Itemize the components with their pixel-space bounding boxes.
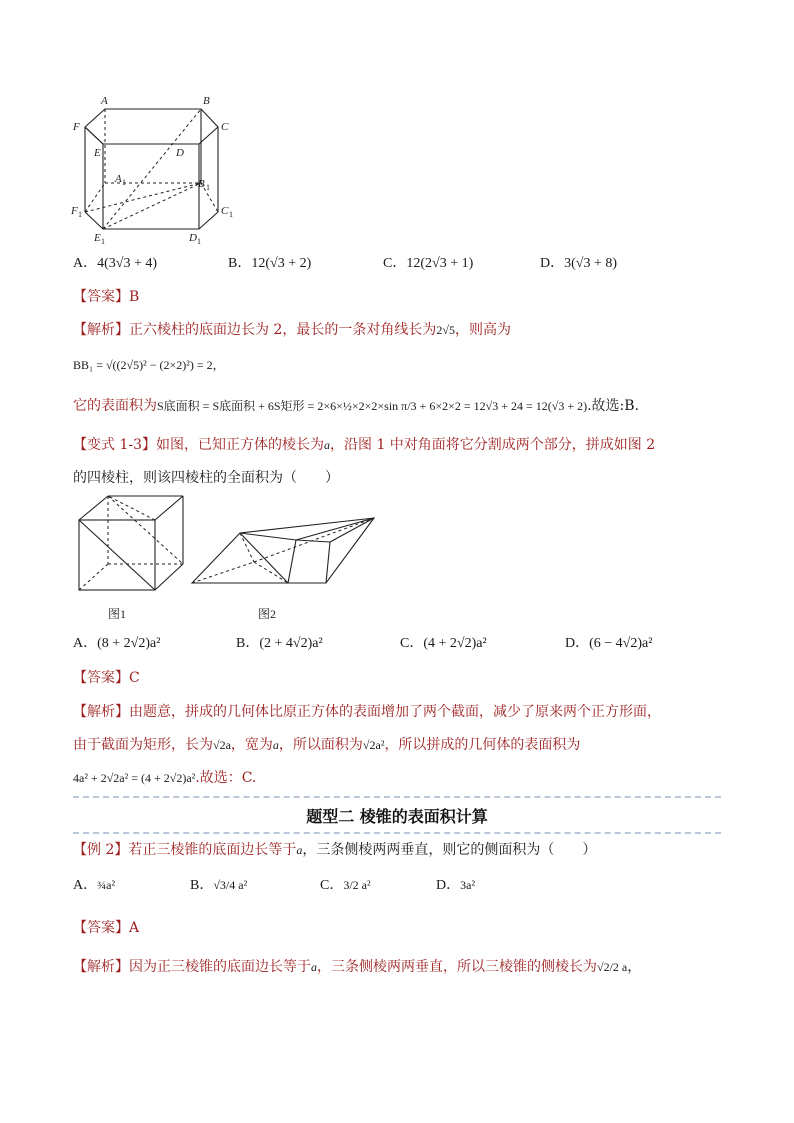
final-expr: 4a² + 2√2a² = (4 + 2√2)a² xyxy=(73,771,196,785)
section-title: 题型二 棱锥的表面积计算 xyxy=(306,807,488,826)
surface-suffix: .故选:B. xyxy=(587,398,640,414)
q1-option-a[interactable] xyxy=(73,254,157,274)
analysis-label: 【解析】 xyxy=(73,322,129,338)
hexagonal-prism-figure xyxy=(68,92,248,247)
variant-label: 【变式 1-3】 xyxy=(73,437,156,453)
option-letter: D． xyxy=(436,878,461,893)
var-a: a xyxy=(296,843,303,857)
section-divider-bottom xyxy=(73,832,721,834)
option-expr: ¾a² xyxy=(97,878,116,892)
option-expr: (6 − 4√2)a² xyxy=(589,636,653,651)
label-F1: F xyxy=(71,205,78,217)
label-A1: A xyxy=(115,173,122,185)
analysis-text: ，宽为 xyxy=(230,737,273,753)
analysis-text: ，所以拼成的几何体的表面积为 xyxy=(384,737,581,753)
surface-expr: S底面积 = S底面积 + 6S矩形 = 2×6×½×2×2×sin π/3 + 6×2×2 = 12√3 + 24 = 12(√3 + 2) xyxy=(157,399,588,413)
q1-height-equation: BB₁ = √((2√5)² − (2×2)²) = 2， xyxy=(73,358,225,372)
option-expr: (8 + 2√2)a² xyxy=(97,636,161,651)
option-expr: 3a² xyxy=(460,878,476,892)
option-expr: 12(√3 + 2) xyxy=(251,256,312,271)
q3-answer xyxy=(73,918,139,938)
section-divider-top xyxy=(73,796,721,798)
label-C1-sub: 1 xyxy=(229,210,233,219)
var-a: a xyxy=(324,438,330,452)
stem-text: ，沿图 1 中对角面将它分割成两个部分，拼成如图 2 xyxy=(330,437,656,453)
label-C1: C xyxy=(221,205,229,217)
final-suffix: .故选：C. xyxy=(195,770,257,786)
q3-option-c[interactable] xyxy=(320,875,371,896)
label-B1-sub: 1 xyxy=(206,183,210,192)
option-letter: D． xyxy=(540,256,565,271)
q2-analysis-line1 xyxy=(73,702,661,722)
surface-prefix: 它的表面积为 xyxy=(73,398,157,414)
option-letter: C． xyxy=(383,256,407,271)
option-letter: A． xyxy=(73,636,98,651)
option-letter: C． xyxy=(320,878,344,893)
q2-stem-line2: 的四棱柱，则该四棱柱的全面积为（ ） xyxy=(73,470,339,486)
q3-analysis xyxy=(73,957,641,977)
q2-option-c[interactable] xyxy=(400,634,487,654)
q2-option-a[interactable] xyxy=(73,634,160,654)
answer-value: C xyxy=(129,670,140,686)
option-expr: 3(√3 + 8) xyxy=(564,256,618,271)
wid-value: a xyxy=(272,738,279,752)
q1-option-d[interactable] xyxy=(540,254,617,274)
label-A1-sub: 1 xyxy=(122,178,126,187)
len-value: √2a xyxy=(213,738,231,752)
analysis-text: ，则高为 xyxy=(454,322,511,338)
option-letter: B． xyxy=(236,636,260,651)
q2-analysis-line3 xyxy=(73,768,256,788)
analysis-text: ，所以面积为 xyxy=(278,737,363,753)
side-value: √2/2 a xyxy=(597,960,628,974)
label-E: E xyxy=(94,147,101,159)
label-D1: D xyxy=(189,232,197,244)
answer-value: B xyxy=(129,289,140,305)
label-D1-sub: 1 xyxy=(197,237,201,246)
analysis-text: 因为正三棱锥的底面边长等于 xyxy=(129,959,311,975)
stem-text: 若正三棱锥的底面边长等于 xyxy=(128,842,297,858)
option-letter: B． xyxy=(190,878,214,893)
answer-label: 【答案】 xyxy=(73,920,129,936)
analysis-text: 由于截面为矩形，长为 xyxy=(73,737,213,753)
option-expr: 12(2√3 + 1) xyxy=(406,256,474,271)
label-B: B xyxy=(203,95,210,107)
answer-label: 【答案】 xyxy=(73,289,129,305)
fig2-caption: 图2 xyxy=(258,607,277,621)
stem-text: 如图，已知正方体的棱长为 xyxy=(156,437,324,453)
analysis-text: 由题意，拼成的几何体比原正方体的表面增加了两个截面，减少了原来两个正方形面， xyxy=(129,704,661,720)
analysis-text: 正六棱柱的底面边长为 2，最长的一条对角线长为 xyxy=(129,322,437,338)
label-B1: B xyxy=(198,178,205,190)
q1-option-b[interactable] xyxy=(228,254,311,274)
fig1-caption: 图1 xyxy=(108,607,127,621)
option-letter: A． xyxy=(73,256,98,271)
q2-answer xyxy=(73,668,140,688)
label-A: A xyxy=(101,95,108,107)
label-E1: E xyxy=(94,232,101,244)
option-letter: C． xyxy=(400,636,424,651)
option-letter: D． xyxy=(565,636,590,651)
label-F: F xyxy=(73,121,80,133)
label-E1-sub: 1 xyxy=(101,237,105,246)
answer-value: A xyxy=(129,920,140,936)
q2-analysis-line2 xyxy=(73,735,580,755)
q3-option-a[interactable] xyxy=(73,875,115,896)
analysis-label: 【解析】 xyxy=(73,704,129,720)
analysis-text: ，三条侧棱两两垂直，所以三棱锥的侧棱长为 xyxy=(317,959,597,975)
option-expr: (4 + 2√2)a² xyxy=(423,636,487,651)
q1-analysis xyxy=(73,320,511,340)
label-C: C xyxy=(221,121,229,133)
q1-answer xyxy=(73,287,139,307)
q1-option-c[interactable] xyxy=(383,254,473,274)
option-expr: 3/2 a² xyxy=(343,878,371,892)
q3-stem xyxy=(73,840,596,860)
area-value: √2a² xyxy=(362,738,385,752)
diag-value: 2√5 xyxy=(436,323,455,337)
var-a: a xyxy=(311,960,317,974)
option-letter: A． xyxy=(73,878,98,893)
option-expr: (2 + 4√2)a² xyxy=(259,636,323,651)
analysis-label: 【解析】 xyxy=(73,959,129,975)
example-label: 【例 2】 xyxy=(73,842,129,858)
cube-figure xyxy=(75,492,190,627)
option-letter: B． xyxy=(228,256,252,271)
option-expr: √3/4 a² xyxy=(213,878,248,892)
option-expr: 4(3√3 + 4) xyxy=(97,256,158,271)
q3-option-d[interactable] xyxy=(436,875,475,896)
q2-stem-line1 xyxy=(73,435,655,455)
prism-figure xyxy=(190,508,380,628)
q2-option-d[interactable] xyxy=(565,634,652,654)
label-F1-sub: 1 xyxy=(78,210,82,219)
q1-surface-area xyxy=(73,396,639,416)
answer-label: 【答案】 xyxy=(73,670,129,686)
label-D: D xyxy=(176,147,184,159)
q3-option-b[interactable] xyxy=(190,875,247,896)
analysis-end: ， xyxy=(627,959,642,975)
q2-option-b[interactable] xyxy=(236,634,323,654)
stem-text: ，三条侧棱两两垂直，则它的侧面积为（ ） xyxy=(302,842,597,858)
